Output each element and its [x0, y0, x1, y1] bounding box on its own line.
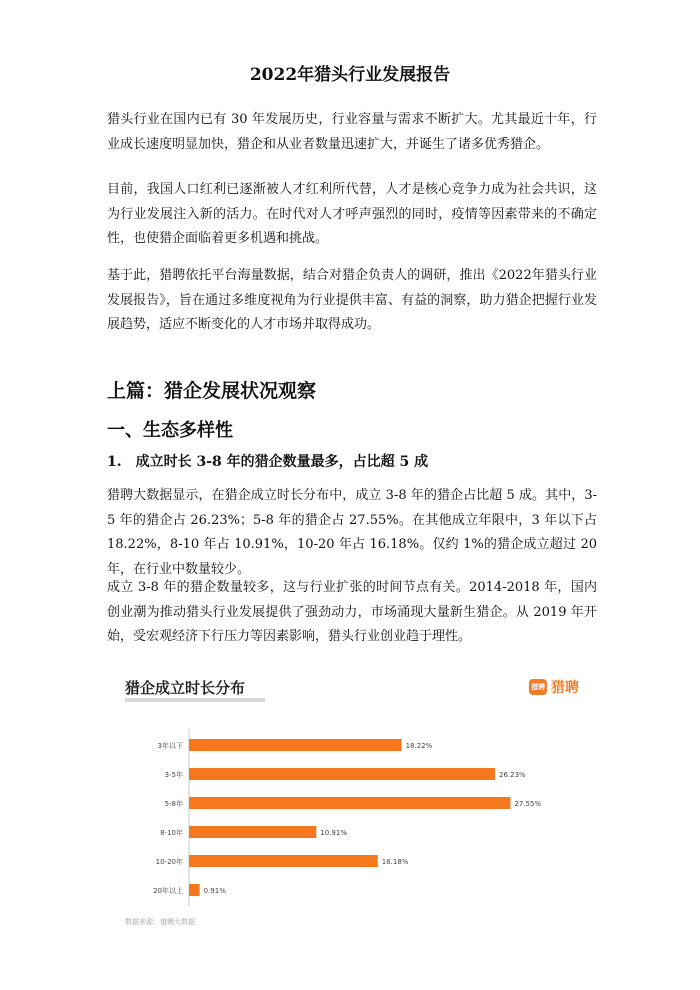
chart-title: 猎企成立时长分布 [125, 679, 246, 697]
category-label: 3-5年 [164, 771, 183, 779]
bar-2 [189, 797, 510, 809]
liepin-logo-icon: 猎聘 [529, 679, 547, 695]
document-title: 2022年猎头行业发展报告 [249, 65, 451, 85]
category-label: 10-20年 [155, 858, 183, 866]
category-label: 8-10年 [160, 829, 183, 837]
tenure-distribution-chart [107, 665, 597, 935]
intro-paragraph-3: 基于此，猎聘依托平台海量数据，结合对猎企负责人的调研，推出《2022年猎头行业发展报告》，旨在通过多维度视角为行业提供丰富、有益的洞察，助力猎企把握行业发展趋势，适应不断变化的人才市场并取得成功。 [107, 268, 597, 332]
bar-0 [189, 739, 402, 751]
value-label: 18.22% [405, 742, 433, 750]
intro-paragraph-1: 猎头行业在国内已有 30 年发展历史，行业容量与需求不断扩大。尤其最近十年，行业成长速度明显加快，猎企和从业者数量迅速扩大，并诞生了诸多优秀猎企。 [107, 112, 597, 152]
category-label: 20年以上 [153, 887, 183, 895]
value-label: 26.23% [499, 771, 526, 779]
value-label: 27.55% [514, 800, 542, 808]
value-label: 0.91% [203, 887, 226, 895]
value-label: 16.18% [381, 858, 409, 866]
value-label: 10.91% [320, 829, 347, 837]
section-paragraph-2: 成立 3-8 年的猎企数量较多，这与行业扩张的时间节点有关。2014-2018 年，国内创业潮为推动猎头行业发展提供了强劲动力，市场涌现大量新生猎企。从 2019 年开始，受宏观经济下行压力等因素影响，猎头行业创业趋于理性。 [107, 580, 597, 644]
part-heading: 上篇：猎企发展状况观察 [107, 380, 317, 402]
category-label: 5-8年 [164, 800, 183, 808]
subsection-heading: 1. 成立时长 3-8 年的猎企数量最多，占比超 5 成 [107, 454, 429, 470]
bar-3 [189, 826, 316, 838]
section-paragraph-1: 猎聘大数据显示，在猎企成立时长分布中，成立 3-8 年的猎企占比超 5 成。其中，3-5 年的猎企占 26.23%；5-8 年的猎企占 27.55%。在其他成立年限中，3 年以下占 18.22%，8-10 年占 10.91%，10-20 年占 16.18%。仅约 1%的猎企成立超过 20 年，在行业中数量较少。 [107, 488, 597, 577]
bar-chart-plot [107, 665, 597, 935]
chart-source: 数据来源：猎聘大数据 [125, 918, 195, 926]
bar-5 [189, 884, 200, 896]
bar-1 [189, 768, 495, 780]
intro-paragraph-2: 目前，我国人口红利已逐渐被人才红利所代替，人才是核心竞争力成为社会共识，这为行业发展注入新的活力。在时代对人才呼声强烈的同时，疫情等因素带来的不确定性，也使猎企面临着更多机遇和挑战。 [107, 182, 597, 246]
brand-name: 猎聘 [551, 680, 579, 696]
category-label: 3年以下 [157, 742, 183, 750]
section-heading: 一、生态多样性 [107, 420, 233, 441]
bar-4 [189, 855, 378, 867]
